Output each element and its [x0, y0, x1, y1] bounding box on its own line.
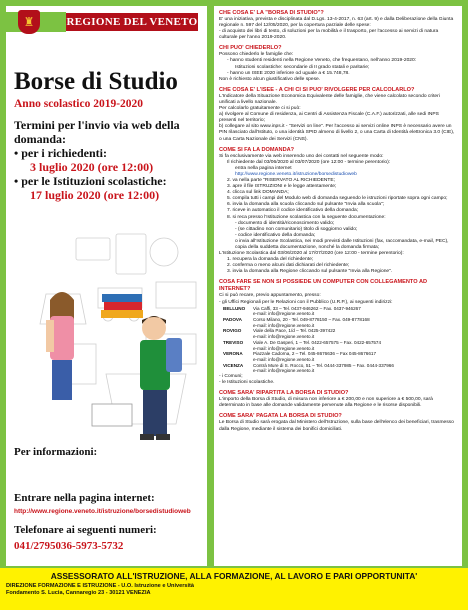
faq-step: 8. si reca presso l'Istituzione scolastica con la seguente documentazione:: [227, 214, 386, 220]
faq-answer: Le Borsa di Studio sarà erogata dal Ministero dell'Istruzione, sulla base dell'elenco dei beneficiari, trasmesso dalla Regione, mediante il sistema dei bonifici domiciliati.: [219, 420, 454, 432]
office-city: VERONA: [223, 351, 243, 357]
lion-of-san-marco-icon: ♜: [18, 10, 40, 34]
faq-answer: Ci si può recare, previo appuntamento, presso:: [219, 293, 321, 299]
faq-answer: Possono chiederlo le famiglie che:: [219, 52, 294, 58]
faq-answer: Si fa esclusivamente via web inserendo uno dei contatti nel seguente modo:: [219, 153, 384, 159]
office-email[interactable]: e-mail: info@regione.veneto.it: [253, 356, 315, 362]
faq-step: 5. compila tutti i campi del Modulo web di domanda seguendo le istruzioni riportate sopra ogni campo;: [227, 196, 448, 202]
faq-question-isee: CHE COSA E' L'ISEE - A CHI CI SI PUO' RIVOLGERE PER CALCOLARLO?: [219, 86, 415, 93]
info-heading: Per informazioni:: [14, 446, 98, 458]
office-address: Contrà Mure di S. Rocco, 51 – Tel. 0444-337985 – Fax. 0444-337966: [253, 362, 394, 368]
deadline-block: [14, 118, 206, 202]
faq-doc: - (se cittadino non comunitario) titolo di soggiorno valido;: [235, 226, 358, 232]
office-email[interactable]: e-mail: info@regione.veneto.it: [253, 322, 315, 328]
faq-question-what: CHE COSA E' LA "BORSA DI STUDIO"?: [219, 10, 324, 16]
faq-answer: L'importo della Borsa di Studio, di misura non inferiore a € 200,00 e non superiore a € 500,00, sarà determinato in base alle domande validamente pervenute alla Regione e le risorse disponibili.: [219, 397, 433, 409]
faq-question-payment: COME SARA' PAGATA LA BORSA DI STUDIO?: [219, 413, 342, 420]
footer-department: ASSESSORATO ALL'ISTRUZIONE, ALLA FORMAZIONE, AL LAVORO E PARI OPPORTUNITA': [50, 571, 418, 581]
faq-step: 6. invia la domanda alla scuola cliccando sul pulsante "Invia alla scuola";: [227, 202, 385, 208]
faq-answer: b) collegare al sito www.inps.it - "Servizi on line". Per l'accesso ai servizi online INPS è necessario avere un PIN rilasciato dall'Istituto, o una identità SPID almeno di livello 2, o una Carta di Identità elettronica 3.0 (CIE), o una Carta Nazionale dei Servizi (CNS).: [219, 124, 455, 142]
faq-answer: Istituzioni scolastiche: secondarie di II grado statali e paritarie;: [235, 64, 370, 70]
faq-step: 4. clicca sul link DOMANDA;: [227, 190, 289, 196]
faq-step: 3. apre il file ISTRUZIONI e le legge attentamente;: [227, 184, 337, 190]
footer-directorate: DIREZIONE FORMAZIONE E ISTRUZIONE - U.O. Istruzione e Università: [6, 583, 195, 589]
urp-offices-list: [219, 306, 457, 374]
deadline-1-label: • per i richiedenti:: [14, 146, 107, 160]
faq-link[interactable]: http://www.regione.veneto.it/istruzione/borsedistudioweb: [235, 171, 357, 177]
poster-left-panel: [6, 6, 207, 566]
faq-answer: - i Comuni;: [219, 374, 243, 380]
deadline-1-date: 3 luglio 2020 (ore 12:00): [30, 160, 154, 174]
faq-doc: - codice identificativo della domanda;: [235, 232, 316, 238]
office-address: Viale A. De Gasperi, 1 – Tel. 0422-657575 – Fax. 0422-657574: [253, 339, 382, 345]
faq-step: 2. conferma o meno alcuni dati dichiarati del richiedente;: [227, 263, 350, 269]
faq-question-how: COME SI FA LA DOMANDA?: [219, 146, 295, 153]
phone-heading: Telefonare ai seguenti numeri:: [14, 524, 157, 536]
deadline-intro: Termini per l'invio via web della domanda:: [14, 118, 180, 146]
footer-address: Fondamento S. Lucia, Cannaregio 23 - 30121 VENEZIA: [6, 590, 151, 596]
faq-step: 7. riceve in automatico il codice identificativo della domanda;: [227, 208, 359, 214]
office-email[interactable]: e-mail: info@regione.veneto.it: [253, 334, 315, 340]
faq-answer: - hanno studenti residenti nella Regione Veneto, che frequentano, nell'anno 2019-2020:: [227, 58, 417, 64]
office-address: Corso Milano, 20 - Tel. 049-8778150 – Fax. 049-8778168: [253, 317, 370, 323]
faq-answer: L'Istituzione Scolastica dal 03/06/2020 al 17/07/2020 (ore 12:00 - termine perentorio):: [219, 251, 404, 257]
deadline-2-label: • per le Istituzioni scolastiche:: [14, 174, 167, 188]
faq-doc: o invia all'Istituzione Scolastica, nei modi previsti dalle Istituzioni (fax, raccomandata, e-mail, PEC), copia della suddetta documentazione, nonché la domanda firmata;: [235, 238, 449, 250]
office-address: Viale della Pace, 1/d – Tel. 0425-397422: [253, 328, 336, 334]
region-name: REGIONE DEL VENETO: [66, 13, 198, 31]
faq-question-who: CHI PUO' CHIEDERLO?: [219, 45, 282, 52]
web-heading: Entrare nella pagina internet:: [14, 492, 155, 504]
office-city: PADOVA: [223, 317, 242, 323]
faq-step: 3. invia la domanda alla Regione cliccando sul pulsante "Invia alla Regione".: [227, 269, 393, 275]
faq-answer: L'Indicatore della Situazione Economica Equivalente delle famiglie, che viene calcolato secondo criteri unificati a livello nazionale.: [219, 93, 440, 105]
faq-answer: Per calcolarlo gratuitamente ci si può:: [219, 106, 301, 112]
faq-answer: Il richiedente dal 03/06/2020 al 03/07/2020 (ore 12:00 - termine perentorio):: [227, 159, 391, 165]
office-city: BELLUNO: [223, 305, 246, 311]
faq-doc: - documento di identità/riconoscimento valido;: [235, 220, 335, 226]
phone-numbers: 041/2795036-5973-5732: [14, 540, 124, 552]
office-city: TREVISO: [223, 339, 244, 345]
faq-panel: [214, 6, 462, 566]
poster-title: Borse di Studio: [14, 68, 178, 95]
faq-answer: - gli Uffici Regionali per le Relazioni con il Pubblico (U.R.P.), ai seguenti indirizzi:: [219, 299, 393, 305]
faq-answer: - le Istituzioni scolastiche.: [219, 380, 275, 386]
faq-step: 2. va nella parte "RISERVATO AL RICHIEDENTE;: [227, 177, 336, 183]
faq-answer: a) rivolgere al Comune di residenza, ai Centri di Assistenza Fiscale (C.A.F.) autorizzati, alle sedi INPS presenti nel territorio;: [219, 112, 439, 124]
office-email[interactable]: e-mail: info@regione.veneto.it: [253, 368, 315, 374]
office-address: Piazzale Cadorna, 2 – Tel. 045-8676636 – Fax 045-8676617: [253, 351, 377, 357]
faq-step: 1. recupera la domanda del richiedente;: [227, 257, 314, 263]
faq-answer: entra nella pagina internet: [235, 165, 292, 171]
faq-answer: - hanno un ISEE 2020 inferiore od uguale a € 15.748,78.: [227, 70, 350, 76]
faq-answer: - di acquisto dei libri di testo, di soluzioni per la mobilità e il trasporto, per l'accesso ai servizi di natura culturale per l'anno 2019-2020.: [219, 29, 439, 41]
web-url-link[interactable]: http://www.regione.veneto.it/istruzione/borsedistudioweb: [14, 508, 191, 515]
region-brand-bar: [6, 6, 207, 40]
office-city: VICENZA: [223, 362, 244, 368]
faq-answer: Non è richiesto alcun giustificativo delle spese.: [219, 76, 321, 82]
faq-answer: E' una iniziativa, prevista e disciplinata dal D.Lgs. 13-4-2017, n. 63 (art. 9) e dalla Deliberazione della Giunta regionale n. 597 del 12/05/2020, per la copertura parziale delle spese:: [219, 17, 454, 29]
footer-banner: [0, 568, 468, 610]
faq-question-amount: COME SARA' RIPARTITA LA BORSA DI STUDIO?: [219, 390, 349, 397]
office-address: Via Caffi, 33 – Tel. 0437-946262 – Fax. 0437-946267: [253, 305, 361, 311]
office-email[interactable]: e-mail: info@regione.veneto.it: [253, 311, 315, 317]
office-email[interactable]: e-mail: info@regione.veneto.it: [253, 345, 315, 351]
faq-question-no-computer: COSA FARE SE NON SI POSSIEDE UN COMPUTER CON COLLEGAMENTO AD INTERNET?: [219, 279, 428, 293]
students-illustration: [6, 224, 207, 446]
school-year: Anno scolastico 2019-2020: [14, 98, 144, 110]
deadline-2-date: 17 luglio 2020 (ore 12:00): [30, 188, 160, 202]
office-city: ROVIGO: [223, 328, 242, 334]
